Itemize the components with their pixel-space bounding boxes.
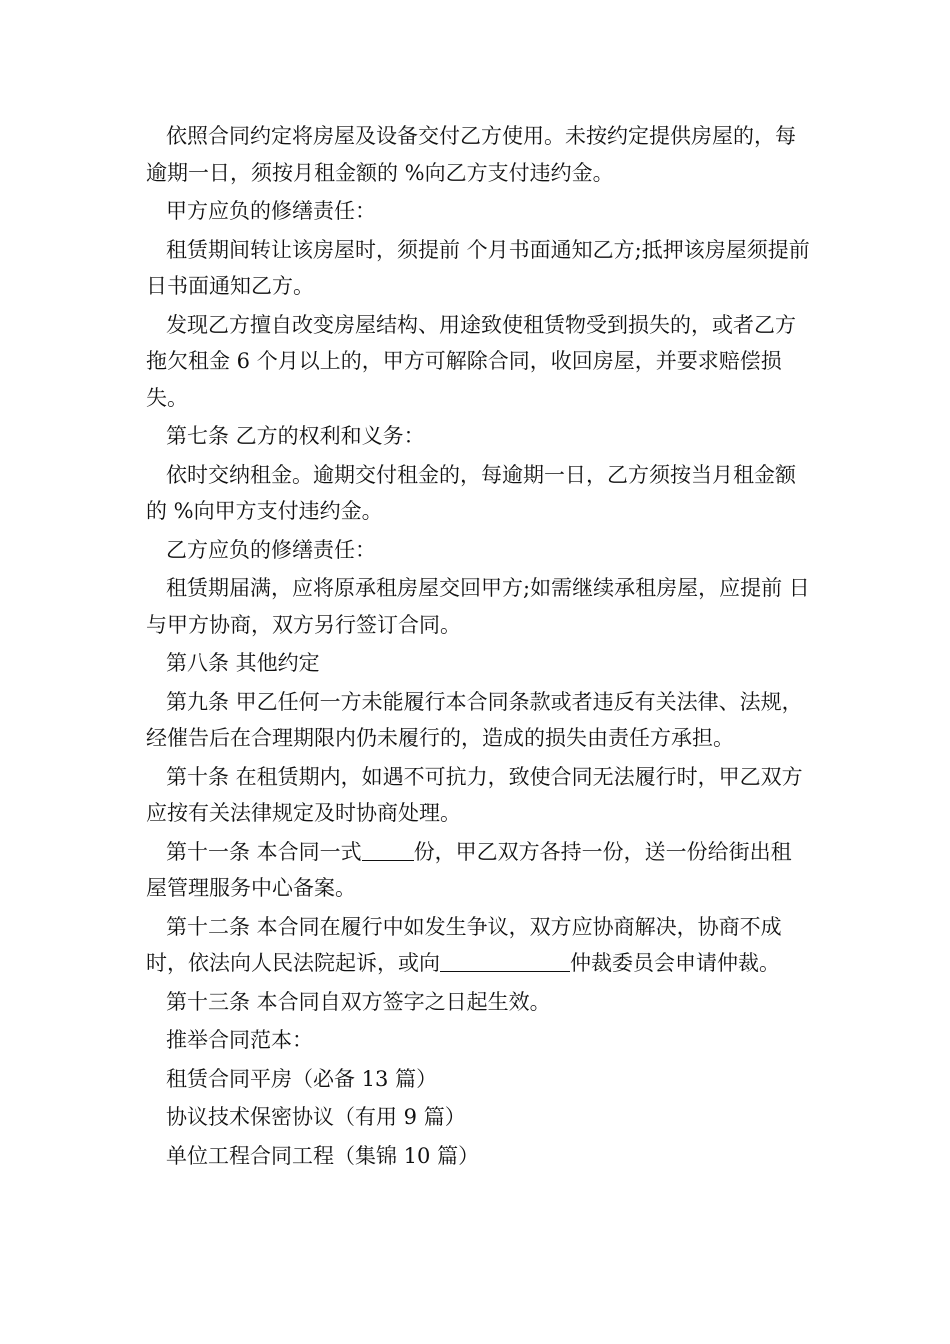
article-12-text-b: 仲裁委员会申请仲裁。 [570, 951, 780, 975]
recommend-heading: 推举合同范本： [166, 1028, 313, 1052]
article-11-text-b: 份，甲乙双方各持一份，送一份给街出租屋管理服务中心备案。 [146, 839, 792, 900]
paragraph-transfer-notice: 租赁期间转让该房屋时，须提前 个月书面通知乙方;抵押该房屋须提前 日书面通知乙方。 [146, 237, 817, 298]
paragraph-party-a-repair: 甲方应负的修缮责任： [166, 199, 376, 223]
copies-blank [362, 838, 414, 861]
article-12-text-a: 第十二条 本合同在履行中如发生争议，双方应协商解决，协商不成时，依法向人民法院起诉，或向 [146, 914, 782, 975]
recommend-link-1[interactable]: 租赁合同平房（必备 13 篇） [166, 1066, 438, 1091]
paragraph-party-b-repair: 乙方应负的修缮责任： [166, 537, 376, 562]
paragraph-delivery: 依照合同约定将房屋及设备交付乙方使用。未按约定提供房屋的，每逾期一日，须按月租金额的 %向乙方支付违约金。 [146, 124, 796, 185]
article-7-heading: 第七条 乙方的权利和义务： [166, 424, 425, 448]
arbitration-blank [440, 949, 570, 972]
paragraph-lease-expiry: 租赁期届满，应将原承租房屋交回甲方;如需继续承租房屋，应提前 日与甲方协商，双方另行签订合同。 [146, 576, 810, 637]
article-11-text-a: 第十一条 本合同一式 [166, 839, 362, 864]
article-12 [146, 909, 810, 982]
article-8-heading: 第八条 其他约定 [166, 651, 320, 675]
article-10: 第十条 在租赁期内，如遇不可抗力，致使合同无法履行时，甲乙双方应按有关法律规定及时协商处理。 [146, 764, 803, 825]
document-page [146, 118, 817, 1176]
article-13: 第十三条 本合同自双方签字之日起生效。 [166, 989, 551, 1014]
recommend-link-3[interactable]: 单位工程合同工程（集锦 10 篇） [166, 1143, 480, 1168]
article-9: 第九条 甲乙任何一方未能履行本合同条款或者违反有关法律、法规，经催告后在合理期限内仍未履行的，造成的损失由责任方承担。 [146, 689, 803, 750]
article-11 [146, 834, 810, 907]
recommend-link-2[interactable]: 协议技术保密协议（有用 9 篇） [166, 1105, 466, 1129]
paragraph-termination: 发现乙方擅自改变房屋结构、用途致使租赁物受到损失的，或者乙方拖欠租金 6 个月以上的，甲方可解除合同，收回房屋，并要求赔偿损失。 [146, 312, 796, 410]
paragraph-rent-payment: 依时交纳租金。逾期交付租金的，每逾期一日，乙方须按当月租金额的 %向甲方支付违约金。 [146, 462, 796, 523]
